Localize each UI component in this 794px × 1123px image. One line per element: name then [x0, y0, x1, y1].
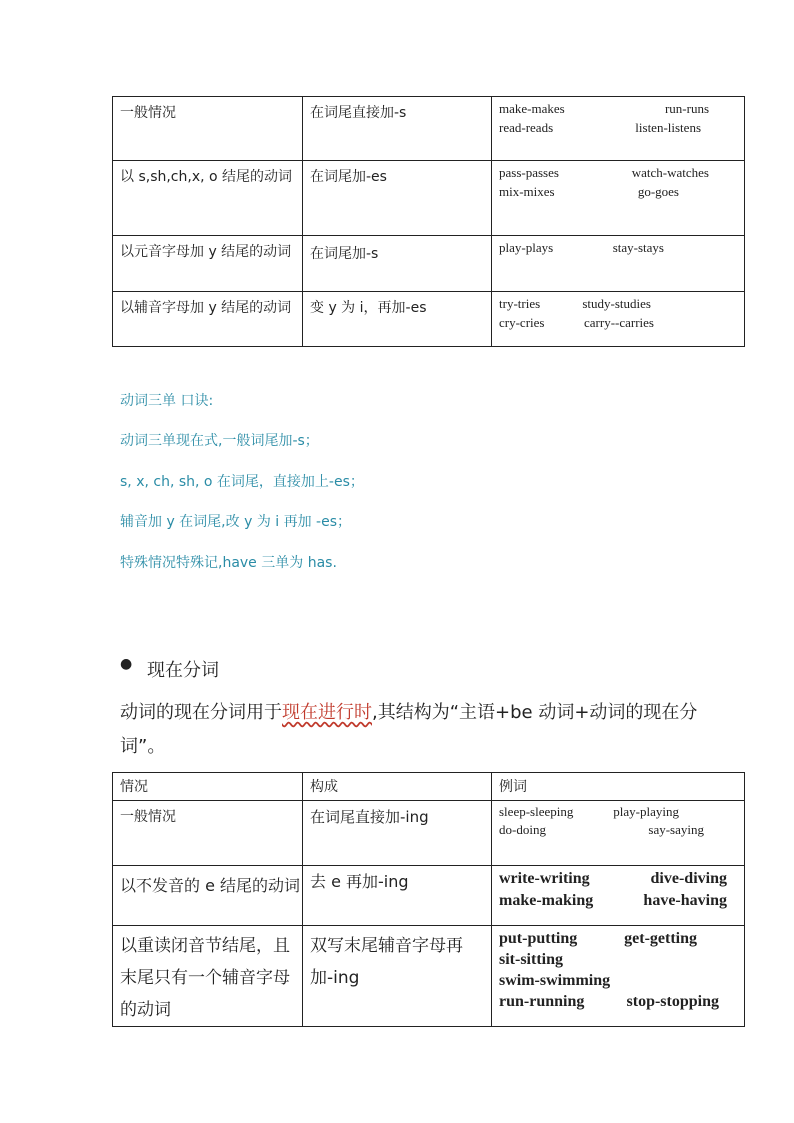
table-row — [113, 801, 745, 866]
example: play-plays — [499, 240, 554, 255]
method-cell: 双写末尾辅音字母再加-ing — [310, 936, 463, 988]
example: get-getting — [624, 930, 697, 947]
example: sit-sitting — [499, 951, 563, 968]
situation-cell: 以重读闭音节结尾，且末尾只有一个辅音字母的动词 — [120, 936, 290, 1020]
example: pass-passes — [499, 165, 559, 180]
example: listen-listens — [635, 120, 701, 135]
present-participle-table — [112, 772, 745, 1027]
rhyme-line: 辅音加 y 在词尾,改 y 为 i 再加 -es； — [120, 514, 352, 530]
examples-cell — [492, 866, 744, 912]
example: put-putting — [499, 930, 578, 947]
rhyme-line: s, x, ch, sh, o 在词尾，直接加上-es； — [120, 474, 364, 490]
situation-cell: 一般情况 — [120, 809, 176, 825]
example: study-studies — [582, 296, 651, 311]
example: sleep-sleeping — [499, 804, 574, 819]
rhyme-line: 动词三单现在式,一般词尾加-s； — [120, 433, 319, 449]
situation-cell: 以不发音的 e 结尾的动词 — [120, 876, 301, 895]
example: watch-watches — [631, 165, 709, 180]
table-header-row — [113, 773, 745, 801]
section-title: 现在分词 — [147, 660, 219, 681]
example: run-runs — [664, 101, 709, 116]
rhyme-line: 特殊情况特殊记,have 三单为 has. — [120, 555, 337, 571]
example: cry-cries — [499, 315, 545, 330]
method-cell: 在词尾加-s — [310, 246, 379, 262]
third-person-table — [112, 96, 745, 347]
example: mix-mixes — [499, 184, 555, 199]
situation-cell: 一般情况 — [120, 105, 176, 121]
example: stay-stays — [612, 240, 664, 255]
examples-cell — [492, 161, 744, 201]
example: make-making — [499, 892, 594, 909]
example: dive-diving — [650, 870, 727, 887]
example: write-writing — [499, 870, 590, 887]
example: play-playing — [613, 804, 679, 819]
paragraph-text: 动词的现在分词用于 — [120, 702, 282, 723]
section-paragraph — [120, 696, 700, 764]
method-cell: 变 y 为 i，再加-es — [310, 300, 427, 316]
situation-cell: 以辅音字母加 y 结尾的动词 — [120, 300, 292, 316]
example: read-reads — [499, 120, 554, 135]
method-cell: 在词尾加-es — [310, 169, 387, 185]
table-row — [113, 161, 745, 236]
table-row — [113, 866, 745, 926]
examples-cell — [492, 801, 744, 839]
method-cell: 在词尾直接加-ing — [310, 808, 429, 826]
examples-cell — [492, 926, 744, 1012]
method-cell: 去 e 再加-ing — [310, 872, 409, 891]
highlighted-term: 现在进行时 — [282, 702, 372, 723]
situation-cell: 以 s,sh,ch,x, o 结尾的动词 — [120, 169, 293, 185]
example: have-having — [643, 892, 727, 909]
header-cell: 例词 — [499, 779, 527, 795]
rhyme-title: 动词三单 口诀: — [120, 393, 214, 409]
bullet-icon: ● — [120, 656, 133, 672]
example: stop-stopping — [626, 993, 719, 1010]
example: swim-swimming — [499, 972, 611, 989]
example: go-goes — [637, 184, 679, 199]
method-cell: 在词尾直接加-s — [310, 105, 407, 121]
examples-cell — [492, 236, 744, 257]
table-row — [113, 236, 745, 292]
example: do-doing — [499, 822, 546, 837]
situation-cell: 以元音字母加 y 结尾的动词 — [120, 244, 292, 260]
header-cell: 构成 — [310, 779, 338, 795]
example: try-tries — [499, 296, 541, 311]
example: run-running — [499, 993, 585, 1010]
paragraph-text: ,其结构为“主语+be 动词+动词的现在分词”。 — [120, 702, 698, 757]
examples-cell — [492, 292, 744, 332]
example: make-makes — [499, 101, 565, 116]
table-row — [113, 97, 745, 161]
table-row — [113, 926, 745, 1027]
example: carry--carries — [584, 315, 654, 330]
table-row — [113, 292, 745, 347]
example: say-saying — [648, 822, 704, 837]
examples-cell — [492, 97, 744, 137]
header-cell: 情况 — [120, 779, 148, 795]
